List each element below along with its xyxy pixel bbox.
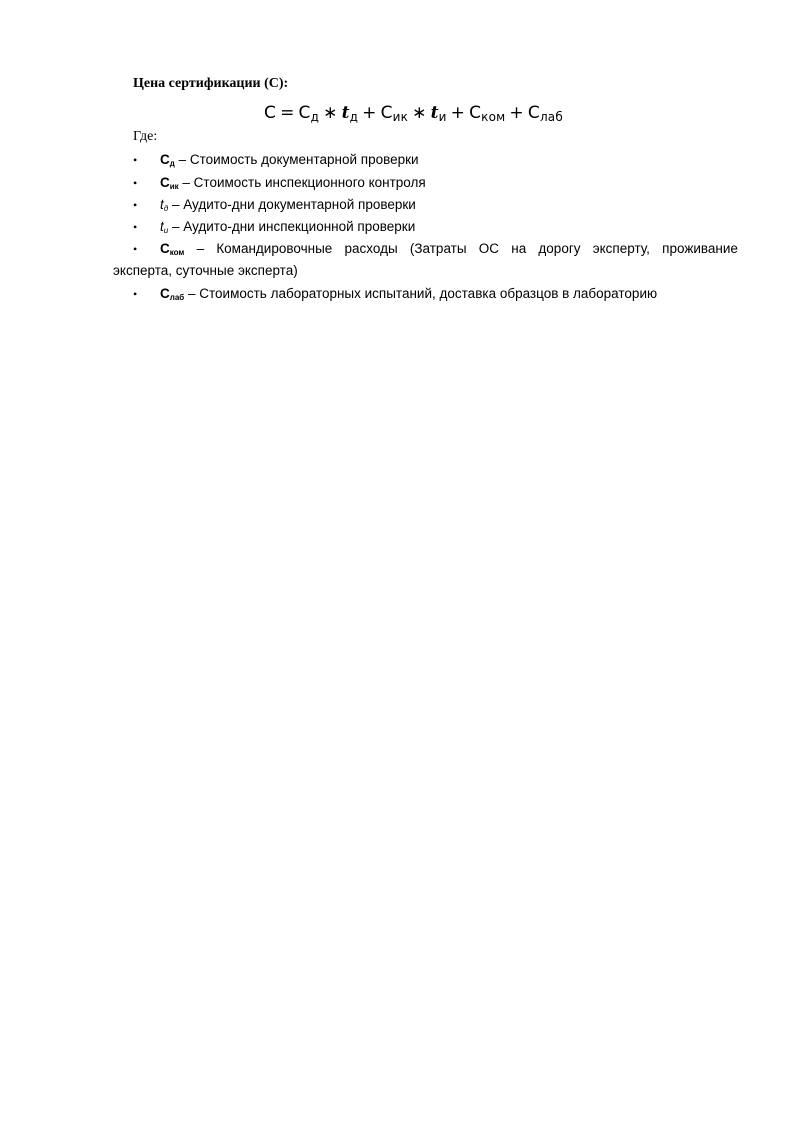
item-word: ОС [478, 241, 500, 256]
item-description: – Стоимость инспекционного контроля [178, 175, 426, 190]
symbol-t-i: $t_и$ [160, 219, 169, 235]
symbol-c-d: $С_д$ [160, 152, 175, 168]
list-item [160, 285, 657, 303]
item-description: – Аудито-дни инспекционной проверки [168, 219, 416, 234]
item-word: дорогу [538, 241, 581, 256]
item-description: – Аудито-дни документарной проверки [168, 197, 416, 212]
formula-lhs: С [264, 103, 277, 123]
item-word: проживание [662, 241, 738, 256]
formula-term-c-lab: $С_{лаб}$ [527, 103, 563, 124]
item-word: Командировочные [216, 241, 333, 256]
bullet-icon: • [133, 220, 138, 234]
price-formula [264, 100, 563, 126]
formula-term-c-ik: $С_{ик}$ [380, 103, 409, 124]
item-description: – Стоимость документарной проверки [174, 152, 419, 167]
bullet-icon: • [133, 176, 138, 190]
symbol-c-lab: $С_{лаб}$ [160, 286, 185, 302]
formula-plus: + [450, 103, 466, 123]
item-description: – Стоимость лабораторных испытаний, доставка образцов в лабораторию [184, 286, 658, 301]
item-word: на [511, 241, 527, 256]
where-label: Где: [133, 129, 158, 144]
symbol-t-d: $t_д$ [160, 197, 169, 213]
formula-equals: = [280, 103, 295, 123]
section-heading: Цена сертификации (С): [133, 76, 289, 91]
formula-term-t-d: $t_д$ [341, 103, 359, 124]
formula-plus: + [509, 103, 524, 123]
symbol-c-ik: $С_{ик}$ [160, 175, 179, 191]
bullet-icon: • [133, 153, 138, 167]
bullet-icon: • [133, 242, 138, 256]
item-description-continuation: эксперта, суточные эксперта) [113, 263, 298, 278]
symbol-c-kom: $С_{ком}$ [160, 241, 185, 257]
formula-multiply: ∗ [323, 103, 338, 123]
formula-multiply: ∗ [412, 103, 427, 123]
list-item [160, 174, 426, 192]
item-word: эксперту, [592, 241, 650, 256]
item-word: (Затраты [409, 241, 467, 256]
list-item [160, 218, 415, 236]
item-word: – [196, 241, 205, 256]
item-word: расходы [344, 241, 398, 256]
formula-plus: + [362, 103, 377, 123]
bullet-icon: • [133, 287, 138, 301]
formula-term-t-i: $t_и$ [430, 103, 447, 124]
list-item [160, 240, 738, 258]
bullet-icon: • [133, 198, 138, 212]
list-item [160, 196, 416, 214]
formula-term-c-d: $С_д$ [298, 103, 320, 124]
list-item [160, 151, 419, 169]
formula-term-c-kom: $С_{ком}$ [469, 103, 506, 124]
